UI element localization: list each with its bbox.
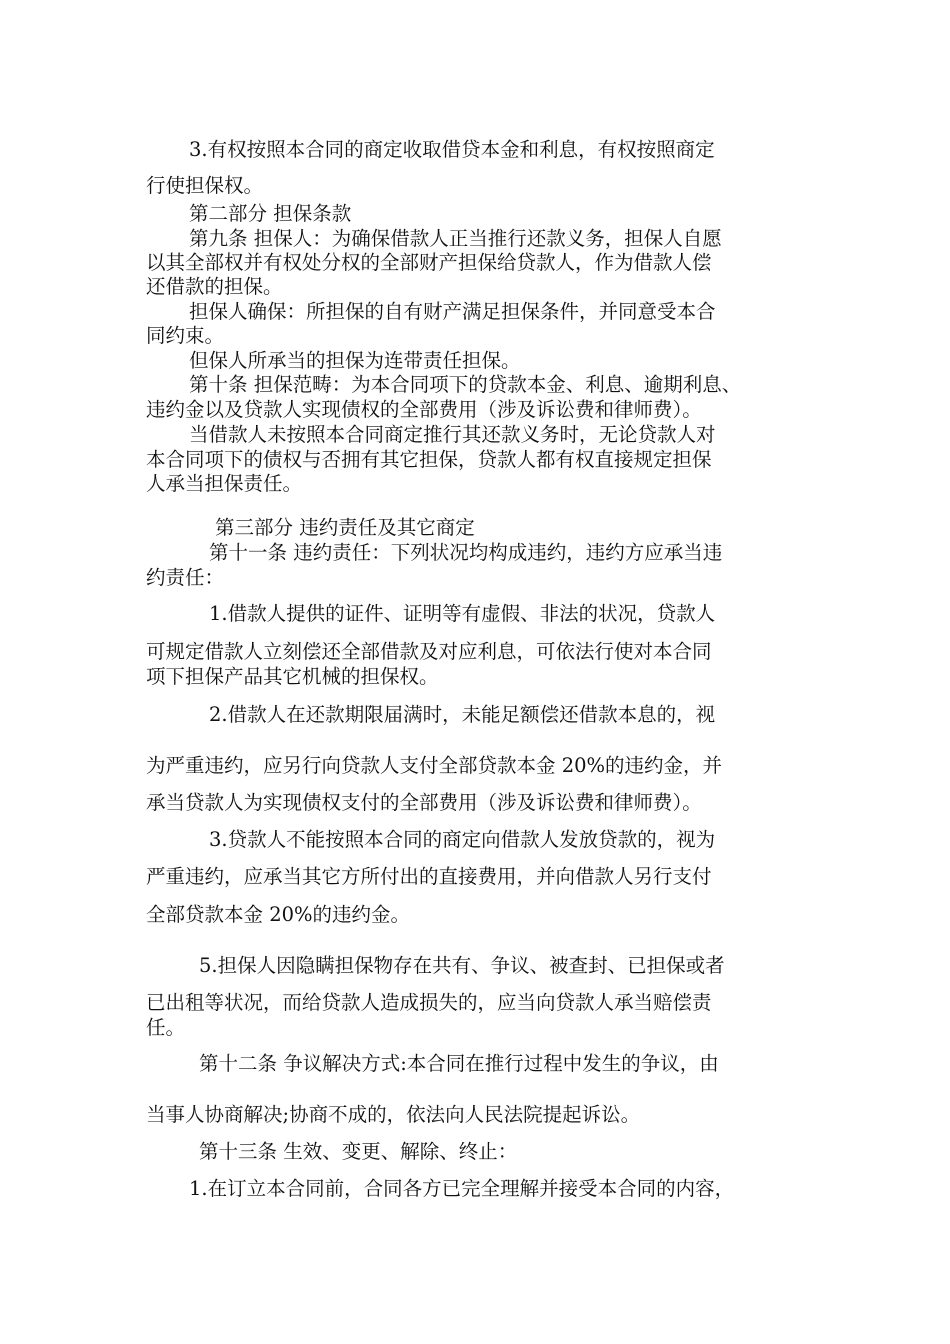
text-line: 但保人所承当的担保为连带责任担保。 <box>189 349 521 372</box>
text-line: 为严重违约，应另行向贷款人支付全部贷款本金 20%的违约金，并 <box>146 754 723 777</box>
text-line: 以其全部权并有权处分权的全部财产担保给贷款人，作为借款人偿 <box>146 251 712 274</box>
text-line: 全部贷款本金 20%的违约金。 <box>146 903 411 926</box>
text-line: 2.借款人在还款期限届满时，未能足额偿还借款本息的，视 <box>209 703 716 726</box>
text-line: 已出租等状况，而给贷款人造成损失的，应当向贷款人承当赔偿责 <box>146 991 712 1014</box>
text-line: 第十二条 争议解决方式:本合同在推行过程中发生的争议，由 <box>199 1052 719 1075</box>
text-line: 项下担保产品其它机械的担保权。 <box>146 665 439 688</box>
text-line: 同约束。 <box>146 324 225 347</box>
text-line: 1.在订立本合同前，合同各方已完全理解并接受本合同的内容， <box>189 1177 735 1200</box>
section-heading: 第二部分 担保条款 <box>189 202 352 225</box>
text-line: 第十条 担保范畴：为本合同项下的贷款本金、利息、逾期利息、 <box>189 373 742 396</box>
text-line: 人承当担保责任。 <box>146 472 303 495</box>
text-line: 违约金以及贷款人实现债权的全部费用（涉及诉讼费和律师费）。 <box>146 398 702 421</box>
text-line: 可规定借款人立刻偿还全部借款及对应利息，可依法行使对本合同 <box>146 640 712 663</box>
text-line: 第十一条 违约责任：下列状况均构成违约，违约方应承当违 <box>209 541 723 564</box>
text-line: 任。 <box>146 1016 186 1039</box>
section-heading: 第三部分 违约责任及其它商定 <box>215 516 475 539</box>
text-line: 当借款人未按照本合同商定推行其还款义务时，无论贷款人对 <box>189 423 716 446</box>
text-line: 行使担保权。 <box>146 174 264 197</box>
text-line: 担保人确保：所担保的自有财产满足担保条件，并同意受本合 <box>189 300 716 323</box>
text-line: 1.借款人提供的证件、证明等有虚假、非法的状况，贷款人 <box>209 602 716 625</box>
text-line: 3.有权按照本合同的商定收取借贷本金和利息，有权按照商定 <box>189 138 715 161</box>
text-line: 承当贷款人为实现债权支付的全部费用（涉及诉讼费和律师费）。 <box>146 791 702 814</box>
text-line: 严重违约，应承当其它方所付出的直接费用，并向借款人另行支付 <box>146 865 712 888</box>
text-line: 3.贷款人不能按照本合同的商定向借款人发放贷款的，视为 <box>209 828 716 851</box>
text-line: 约责任： <box>146 566 225 589</box>
text-line: 5.担保人因隐瞒担保物存在共有、争议、被查封、已担保或者 <box>199 954 725 977</box>
text-line: 本合同项下的债权与否拥有其它担保，贷款人都有权直接规定担保 <box>146 448 712 471</box>
text-line: 第十三条 生效、变更、解除、终止： <box>199 1140 518 1163</box>
text-line: 第九条 担保人：为确保借款人正当推行还款义务，担保人自愿 <box>189 227 722 250</box>
text-line: 还借款的担保。 <box>146 275 283 298</box>
text-line: 当事人协商解决;协商不成的，依法向人民法院提起诉讼。 <box>146 1103 641 1126</box>
